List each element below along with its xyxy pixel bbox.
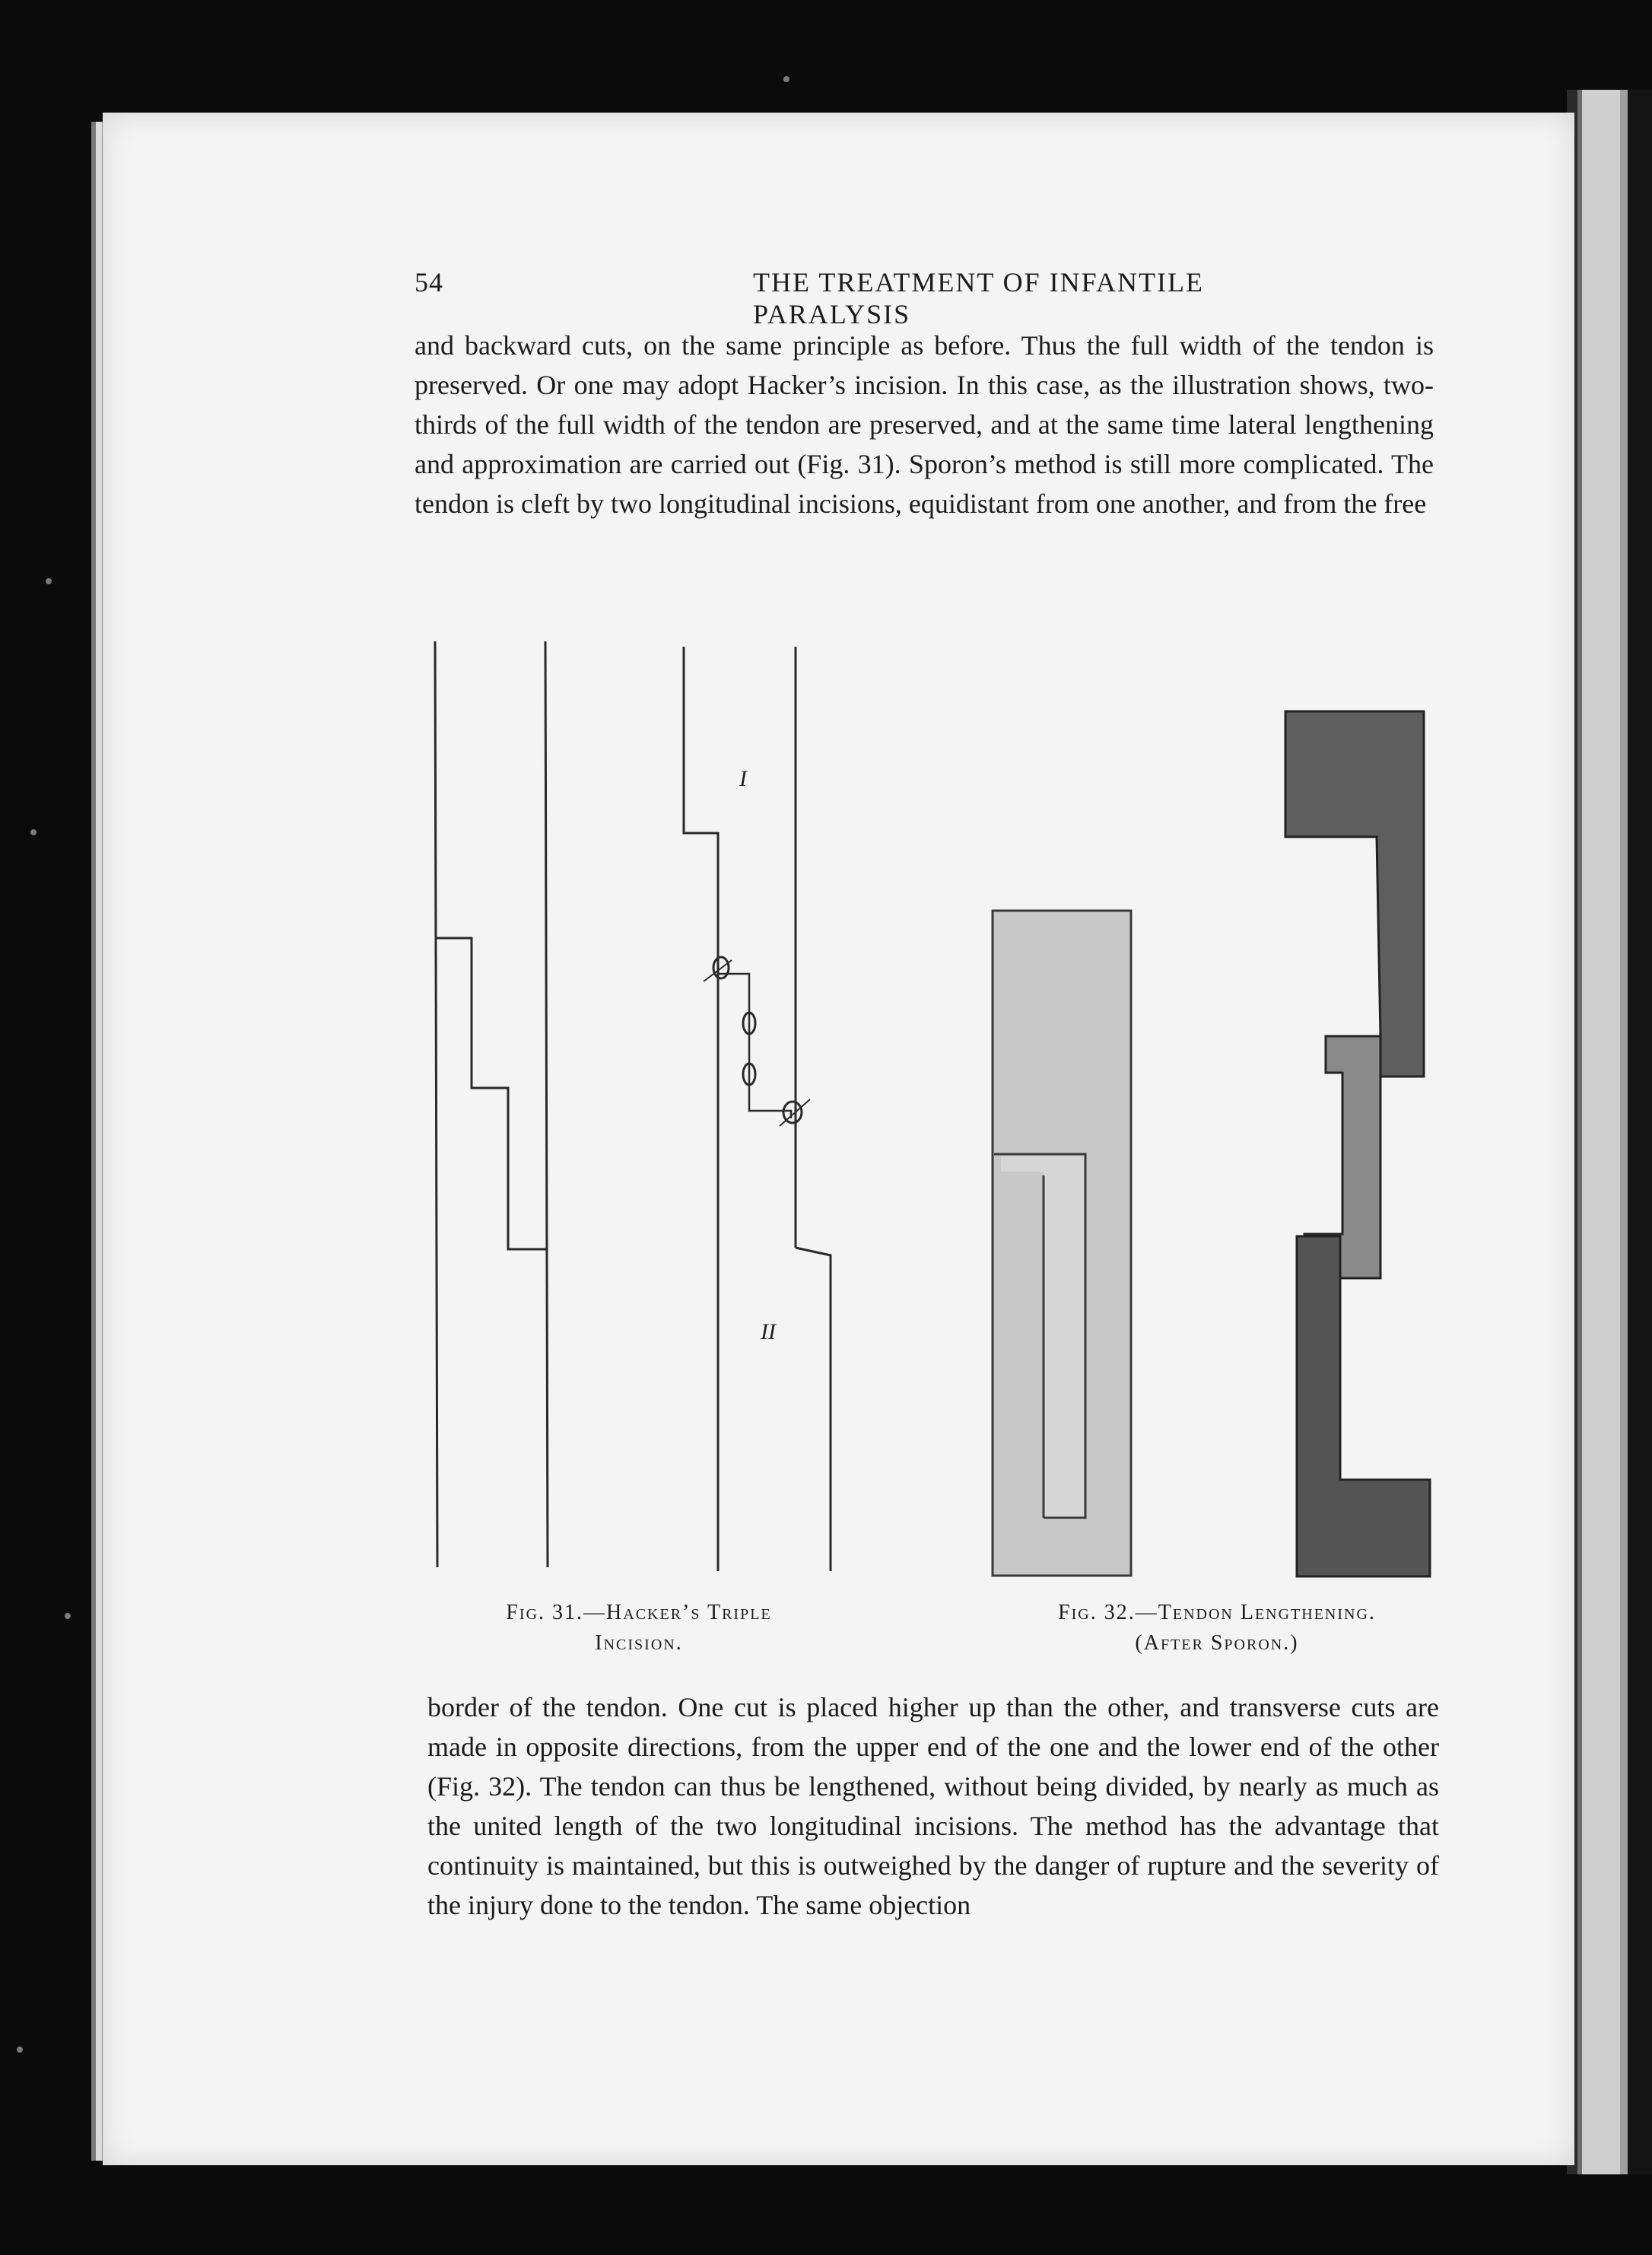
page-number: 54 bbox=[415, 267, 443, 297]
fig32-right-lower-block bbox=[1297, 1236, 1430, 1576]
fig32-right-upper-block bbox=[1285, 711, 1424, 1077]
fig31-right-lower-line bbox=[796, 1248, 831, 1571]
fig31-label-lower: II bbox=[761, 1319, 776, 1344]
fig31-left-tendon-inner-line bbox=[545, 641, 548, 1567]
fig32-caption-line1: Fig. 32.—Tendon Lengthening. bbox=[1058, 1601, 1376, 1624]
fig31-left-step-cut bbox=[436, 938, 546, 1249]
fig31-right-tendon-left-line bbox=[684, 647, 718, 970]
fig31-caption bbox=[426, 1598, 852, 1659]
fig31-caption-line1: Fig. 31.—Hacker’s Triple bbox=[506, 1601, 772, 1624]
fig32-caption bbox=[981, 1598, 1453, 1659]
fig31-diagram bbox=[435, 641, 831, 1571]
fig31-suture-path bbox=[718, 974, 791, 1118]
paragraph-bottom: border of the tendon. One cut is placed higher up than the other, and transverse cuts are made in opposite directions, from the upper end of the one and the lower end of the other (Fig. 32). The tendon can thus be lengthened, without being divided, by nearly as much as the united length of the two longitudinal incisions. The method has the advantage that continuity is maintained, but this is outweighed by the danger of rupture and the severity of the injury done to the tendon. The same objection bbox=[427, 1692, 1439, 1920]
fig31-label-upper: I bbox=[739, 766, 747, 791]
paragraph-top: and backward cuts, on the same principle as before. Thus the full width of the tendon is preserved. Or one may adopt Hacker’s incision. In this case, as the illustration shows, two-thirds of the full width of the tendon are preserved, and at the same time lateral lengthening and approximation are carried out (Fig. 31). Sporon’s method is still more complicated. The tendon is cleft by two longitudinal incisions, equidistant from one another, and from the free bbox=[415, 330, 1434, 519]
fig31-caption-line2: Incision. bbox=[595, 1631, 683, 1655]
fig32-caption-line2: (After Sporon.) bbox=[1135, 1631, 1299, 1655]
fig31-left-tendon-outer-line bbox=[435, 641, 437, 1567]
fig32-left-tendon bbox=[993, 911, 1131, 1576]
running-title: THE TREATMENT OF INFANTILE PARALYSIS bbox=[753, 267, 1204, 329]
fig32-right-tendon bbox=[1285, 711, 1430, 1576]
